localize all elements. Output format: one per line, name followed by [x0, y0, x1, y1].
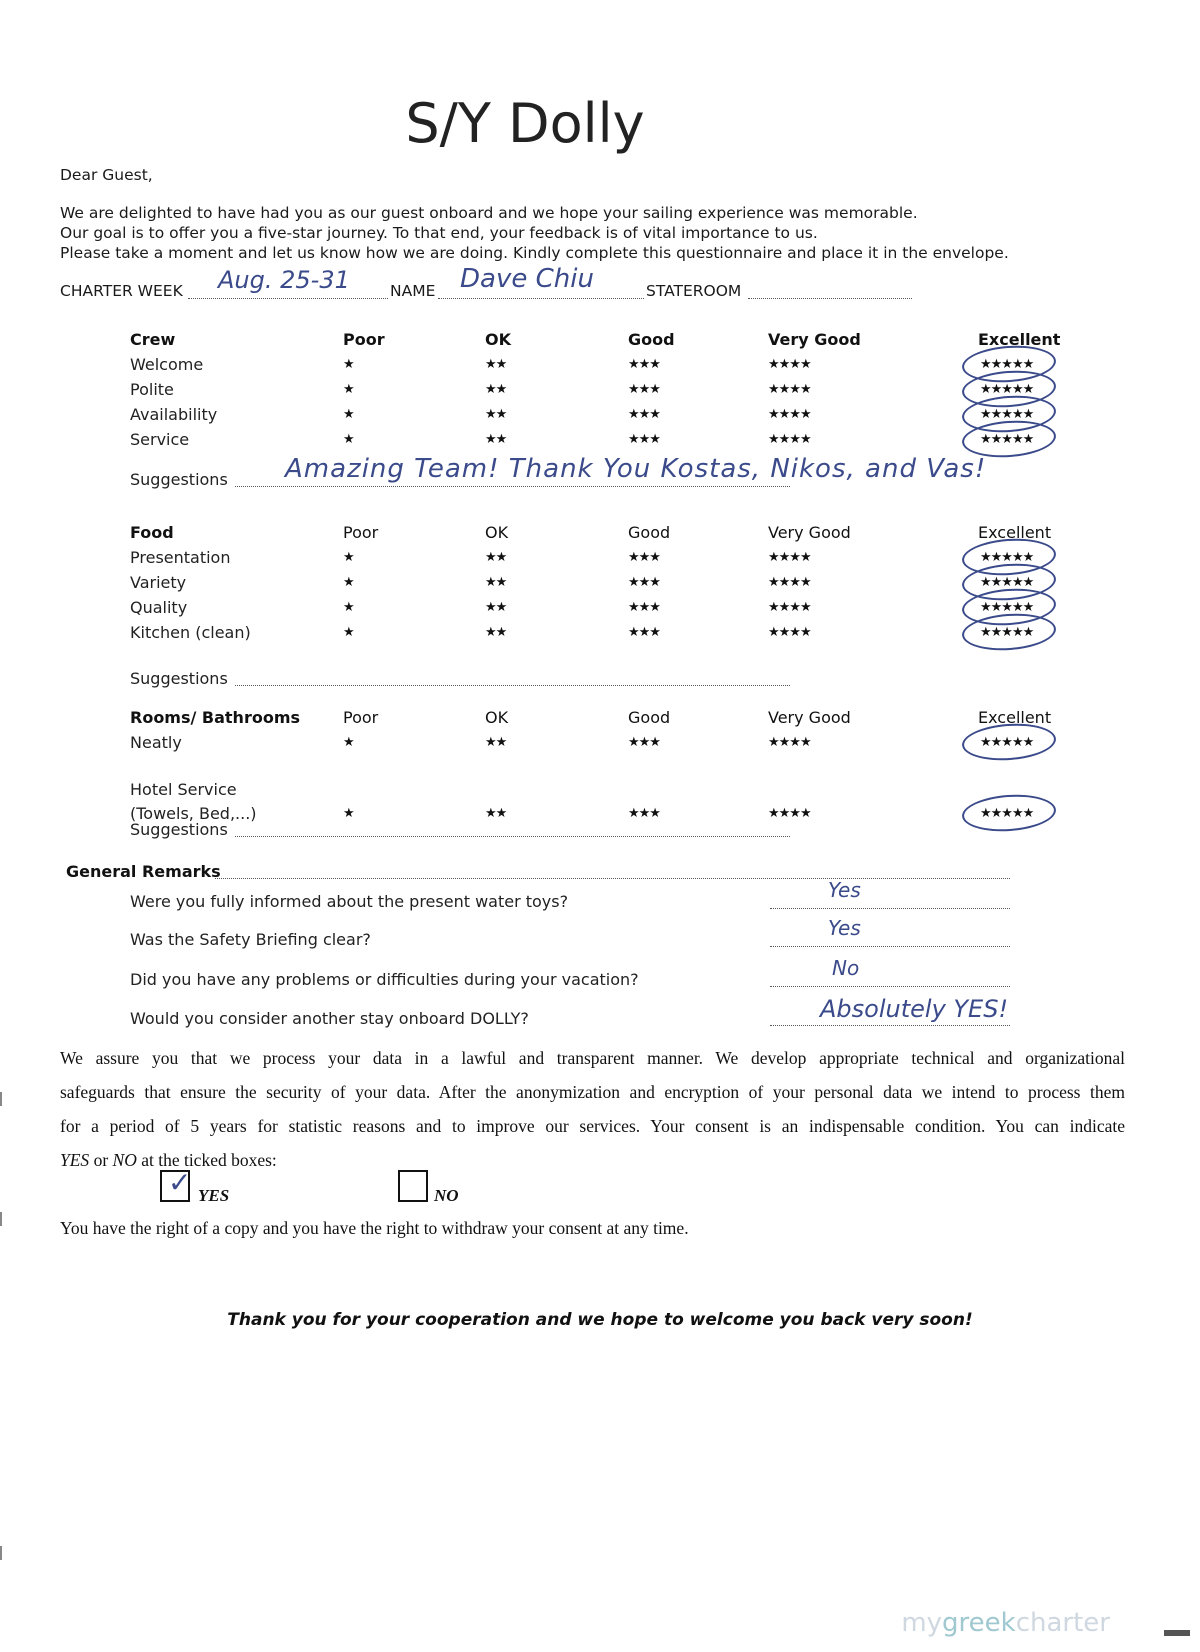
remark-question: Would you consider another stay onboard DOLLY? — [130, 1009, 529, 1028]
thank-you-note: Thank you for your cooperation and we hope to welcome you back very soon! — [227, 1310, 973, 1330]
selected-rating-circle — [961, 792, 1057, 834]
scan-edge-mark — [0, 1092, 2, 1106]
rating-row-label: Hotel Service — [130, 780, 237, 799]
rating-column-header: Good — [628, 708, 671, 727]
watermark-prefix: my — [901, 1608, 943, 1638]
section-title: Rooms/ Bathrooms — [130, 708, 301, 727]
rating-row-label: Availability — [130, 405, 218, 424]
rating-stars-option[interactable]: ★★★ — [628, 407, 660, 422]
rating-stars-option[interactable]: ★★★★★ — [980, 806, 1034, 821]
intro-line-2: Our goal is to offer you a five-star journey. To that end, your feedback is of vital importance to us. — [60, 224, 818, 242]
rights-text: You have the right of a copy and you have the right to withdraw your consent at any time. — [60, 1218, 689, 1238]
rating-stars-option[interactable]: ★★★★ — [768, 806, 811, 821]
rating-stars-option[interactable]: ★★★★★ — [980, 550, 1034, 565]
rating-row-label: Service — [130, 430, 190, 449]
rating-stars-option[interactable]: ★★ — [485, 357, 507, 372]
gdpr-rest: at the ticked boxes: — [136, 1150, 277, 1170]
gdpr-yes-word: YES — [60, 1150, 90, 1170]
rating-stars-option[interactable]: ★★★★ — [768, 407, 811, 422]
rating-stars-option[interactable]: ★★★★★ — [980, 600, 1034, 615]
watermark-brand: greek — [942, 1608, 1016, 1638]
rating-column-header: Excellent — [978, 523, 1052, 542]
remark-answer[interactable]: Yes — [828, 878, 861, 902]
rating-stars-option[interactable]: ★★★★★ — [980, 575, 1034, 590]
check-mark-icon: ✓ — [168, 1166, 192, 1199]
consent-yes-label: YES — [198, 1186, 230, 1205]
suggestions-label: Suggestions — [130, 669, 228, 688]
remark-question: Did you have any problems or difficulties during your vacation? — [130, 970, 639, 989]
rating-column-header: Excellent — [978, 708, 1052, 727]
rating-column-header: Excellent — [978, 330, 1061, 349]
general-remarks-label: General Remarks — [66, 862, 221, 881]
rating-column-header: Poor — [343, 330, 385, 349]
watermark-logo — [901, 1608, 1110, 1638]
charter-week-label: CHARTER WEEK — [60, 282, 183, 300]
suggestions-label: Suggestions — [130, 470, 228, 489]
suggestions-label: Suggestions — [130, 820, 228, 839]
remark-question: Were you fully informed about the present water toys? — [130, 892, 569, 911]
gdpr-line-2: safeguards that ensure the security of your data. After the anonymization and encryption of your personal data we intend to process them — [60, 1082, 1125, 1102]
rating-stars-option[interactable]: ★★★★ — [768, 432, 811, 447]
stateroom-label: STATEROOM — [646, 282, 742, 300]
watermark-suffix: charter — [1015, 1608, 1110, 1638]
rating-column-header: OK — [485, 523, 509, 542]
suggestions-value[interactable]: Amazing Team! Thank You Kostas, Nikos, and Vas! — [285, 454, 987, 484]
rating-stars-option[interactable]: ★★★ — [628, 575, 660, 590]
suggestions-dots — [235, 685, 790, 686]
rating-row-label: Quality — [130, 598, 188, 617]
rating-stars-option[interactable]: ★★★★ — [768, 575, 811, 590]
rating-stars-option[interactable]: ★ — [343, 735, 354, 750]
rating-column-header: Very Good — [768, 523, 851, 542]
remark-answer-dots — [770, 908, 1010, 909]
section-title: Crew — [130, 330, 176, 349]
rating-stars-option[interactable]: ★ — [343, 625, 354, 640]
rating-stars-option[interactable]: ★★★★ — [768, 357, 811, 372]
rating-stars-option[interactable]: ★★★★ — [768, 625, 811, 640]
gdpr-line-3: for a period of 5 years for statistic reasons and to improve our services. Your consent is an indispensable condition. You can indicate — [60, 1116, 1125, 1136]
rating-row-label: Polite — [130, 380, 174, 399]
remark-answer[interactable]: Yes — [828, 916, 861, 940]
rating-column-header: OK — [485, 708, 509, 727]
greeting: Dear Guest, — [60, 166, 153, 184]
rating-stars-option[interactable]: ★★★ — [628, 600, 660, 615]
rating-column-header: Very Good — [768, 708, 851, 727]
rating-stars-option[interactable]: ★★ — [485, 600, 507, 615]
stateroom-dots — [748, 298, 912, 299]
rating-stars-option[interactable]: ★★★★★ — [980, 357, 1034, 372]
rating-stars-option[interactable]: ★ — [343, 382, 354, 397]
rating-row-label: Variety — [130, 573, 187, 592]
rating-row-label: Presentation — [130, 548, 231, 567]
rating-stars-option[interactable]: ★ — [343, 600, 354, 615]
rating-stars-option[interactable]: ★★★ — [628, 432, 660, 447]
rating-stars-option[interactable]: ★★ — [485, 550, 507, 565]
charter-week-value[interactable]: Aug. 25-31 — [218, 266, 350, 294]
rating-row-label: Neatly — [130, 733, 182, 752]
rating-stars-option[interactable]: ★★★ — [628, 550, 660, 565]
gdpr-no-word: NO — [112, 1150, 137, 1170]
rating-column-header: Poor — [343, 523, 379, 542]
suggestions-dots — [235, 836, 790, 837]
remark-answer-dots — [770, 946, 1010, 947]
name-value[interactable]: Dave Chiu — [460, 264, 594, 294]
rating-column-header: Good — [628, 330, 675, 349]
rating-stars-option[interactable]: ★★ — [485, 382, 507, 397]
rating-stars-option[interactable]: ★★★★ — [768, 735, 811, 750]
name-label: NAME — [390, 282, 436, 300]
rating-stars-option[interactable]: ★★★ — [628, 357, 660, 372]
rating-stars-option[interactable]: ★★★★ — [768, 382, 811, 397]
intro-line-3: Please take a moment and let us know how we are doing. Kindly complete this questionnaire and place it in the envelope. — [60, 244, 1009, 262]
remark-answer-dots — [770, 986, 1010, 987]
rating-stars-option[interactable]: ★★ — [485, 432, 507, 447]
rating-stars-option[interactable]: ★★★★ — [768, 600, 811, 615]
rating-row-label: Kitchen (clean) — [130, 623, 251, 642]
rating-row-label: Welcome — [130, 355, 204, 374]
rating-column-header: Good — [628, 523, 671, 542]
remark-question: Was the Safety Briefing clear? — [130, 930, 371, 949]
document-title: S/Y Dolly — [405, 92, 645, 155]
rating-stars-option[interactable]: ★★★ — [628, 625, 660, 640]
rating-stars-option[interactable]: ★★★★★ — [980, 407, 1034, 422]
rating-stars-option[interactable]: ★ — [343, 575, 354, 590]
rating-stars-option[interactable]: ★★ — [485, 735, 507, 750]
remark-answer-dots — [770, 1025, 1010, 1026]
consent-no-label: NO — [434, 1186, 459, 1205]
remark-answer[interactable]: Absolutely YES! — [820, 995, 1009, 1023]
rating-stars-option[interactable]: ★★★★★ — [980, 382, 1034, 397]
rating-stars-option[interactable]: ★★ — [485, 575, 507, 590]
scan-mark — [1164, 1630, 1190, 1636]
rating-stars-option[interactable]: ★ — [343, 806, 354, 821]
rating-stars-option[interactable]: ★★ — [485, 407, 507, 422]
selected-rating-circle — [961, 721, 1057, 763]
section-title: Food — [130, 523, 174, 542]
gdpr-or-word: or — [89, 1150, 113, 1170]
rating-stars-option[interactable]: ★★★ — [628, 382, 660, 397]
suggestions-dots — [235, 486, 790, 487]
rating-column-header: Poor — [343, 708, 379, 727]
rating-stars-option[interactable]: ★ — [343, 357, 354, 372]
intro-line-1: We are delighted to have had you as our guest onboard and we hope your sailing experience was memorable. — [60, 204, 918, 222]
name-dots — [438, 298, 644, 299]
rating-row-sublabel: (Towels, Bed,...) — [130, 804, 257, 823]
rating-stars-option[interactable]: ★★★★★ — [980, 432, 1034, 447]
charter-week-dots — [188, 298, 388, 299]
rating-stars-option[interactable]: ★★★★★ — [980, 625, 1034, 640]
rating-stars-option[interactable]: ★★★ — [628, 735, 660, 750]
general-remarks-dots — [215, 878, 1010, 879]
consent-no-checkbox[interactable] — [398, 1170, 428, 1202]
rating-column-header: OK — [485, 330, 511, 349]
rating-stars-option[interactable]: ★★★ — [628, 806, 660, 821]
scan-edge-mark — [0, 1212, 2, 1226]
remark-answer[interactable]: No — [832, 956, 860, 980]
consent-yes-checkbox[interactable] — [160, 1166, 192, 1202]
rating-column-header: Very Good — [768, 330, 861, 349]
rating-stars-option[interactable]: ★ — [343, 432, 354, 447]
scan-edge-mark — [0, 1546, 2, 1560]
rating-stars-option[interactable]: ★ — [343, 407, 354, 422]
rating-stars-option[interactable]: ★★★★★ — [980, 735, 1034, 750]
rating-stars-option[interactable]: ★★★★ — [768, 550, 811, 565]
gdpr-line-1: We assure you that we process your data in a lawful and transparent manner. We develop appropriate technical and organizational — [60, 1048, 1125, 1068]
rating-stars-option[interactable]: ★ — [343, 550, 354, 565]
rating-stars-option[interactable]: ★★ — [485, 625, 507, 640]
rating-stars-option[interactable]: ★★ — [485, 806, 507, 821]
